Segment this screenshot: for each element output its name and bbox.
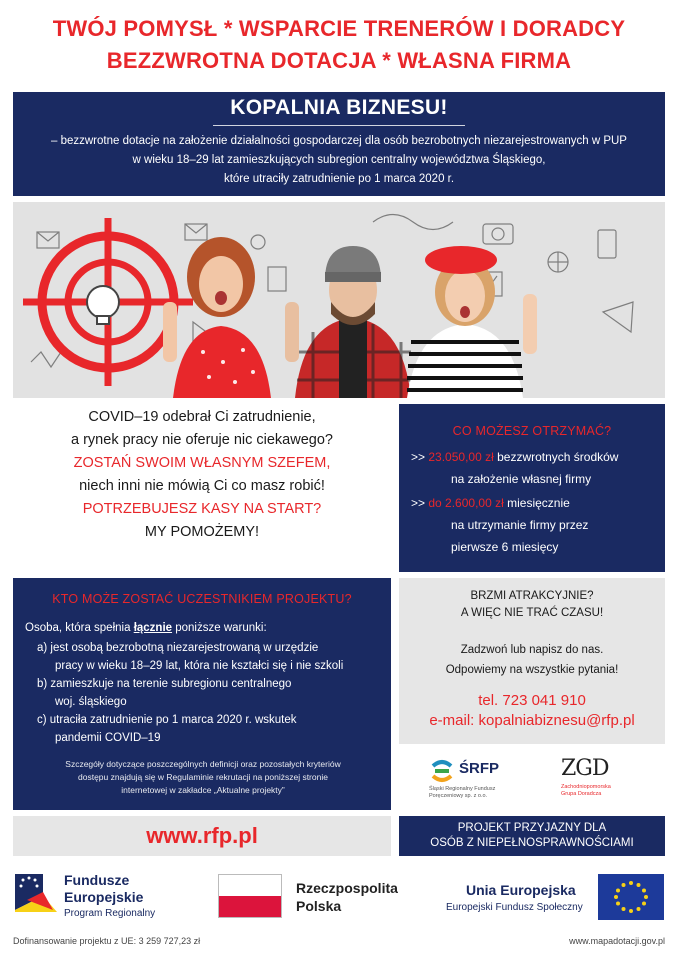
- contact-box: [399, 578, 665, 744]
- european-funds-logo-icon: [13, 870, 59, 916]
- covid-line-5: POTRZEBUJESZ KASY NA START?: [82, 501, 322, 517]
- tablet-doodle-icon: [268, 267, 286, 291]
- person-man-beanie: [285, 246, 411, 398]
- offer-title: CO MOŻESZ OTRZYMAĆ?: [452, 424, 612, 438]
- offer-item-2-line-2: na utrzymanie firmy przez: [451, 518, 589, 532]
- accessibility-line-2: OSÓB Z NIEPEŁNOSPRAWNOŚCIAMI: [430, 837, 634, 849]
- intro-text: [21, 132, 657, 189]
- offer-item-1: [411, 450, 618, 464]
- eu-ue-line-2: Europejski Fundusz Społeczny: [446, 902, 583, 913]
- offer-box: [399, 404, 665, 572]
- gear-doodle-icon: [251, 235, 265, 249]
- website-bar: [13, 816, 391, 856]
- offer-item-2-line-3: pierwsze 6 miesięcy: [451, 540, 559, 554]
- srfp-logo-icon: [429, 758, 455, 784]
- bullet-marker: >>: [411, 496, 426, 510]
- megaphone-doodle-icon: [603, 302, 633, 332]
- accessibility-line-1: PROJEKT PRZYJAZNY DLA: [457, 822, 607, 834]
- eu-fe-line-3: Program Regionalny: [64, 908, 156, 919]
- condition-a-line-2: pracy w wieku 18–29 lat, która nie kształci się i nie szkoli: [55, 660, 344, 672]
- covid-line-3: ZOSTAŃ SWOIM WŁASNYM SZEFEM,: [73, 455, 331, 471]
- eu-ue-line-1: Unia Europejska: [466, 882, 576, 898]
- person-woman-red-top: [163, 237, 271, 398]
- eu-fe-line-2: Europejskie: [64, 889, 144, 905]
- contact-text-2: Odpowiemy na wszystkie pytania!: [445, 664, 619, 676]
- srfp-logo-sub-2: Poręczeniowy sp. z o.o.: [429, 793, 488, 799]
- eligibility-intro-before: Osoba, która spełnia: [25, 622, 131, 634]
- offer-item-2: [411, 496, 570, 510]
- zgd-logo-name: ZGD: [561, 756, 609, 781]
- offer-item-1-rest: bezzwrotnych środków: [497, 450, 619, 464]
- intro-title: KOPALNIA BIZNESU!: [230, 96, 448, 119]
- headline-line-1: TWÓJ POMYSŁ * WSPARCIE TRENERÓW I DORADCY: [52, 16, 626, 41]
- offer-item-1-line-2: na założenie własnej firmy: [451, 472, 592, 486]
- intro-divider: [213, 125, 465, 126]
- website-link[interactable]: www.rfp.pl: [146, 823, 258, 848]
- eligibility-intro-bold: łącznie: [133, 622, 173, 634]
- condition-b-line-1: b) zamieszkuje na terenie subregionu centralnego: [37, 678, 292, 690]
- eu-rp-line-1: Rzeczpospolita: [296, 880, 398, 896]
- covid-line-6: MY POMOŻEMY!: [144, 524, 260, 540]
- accessibility-box: [399, 816, 665, 856]
- intro-line-1: – bezzwrotne dotacje na założenie działalności gospodarczej dla osób bezrobotnych niezarejestrowanych w PUP: [51, 135, 627, 147]
- note-line-2: dostępu znajdują się w Regulaminie rekrutacji na poniższej stronie: [78, 772, 328, 782]
- contact-email[interactable]: e-mail: kopalniabiznesu@rfp.pl: [429, 712, 635, 729]
- zgd-logo-sub-2: Grupa Doradcza: [561, 791, 602, 797]
- eu-funding-bar: [0, 862, 678, 932]
- eligibility-box: [13, 578, 391, 810]
- lightbulb-icon: [87, 286, 119, 318]
- zgd-logo: [561, 756, 641, 806]
- covid-line-1: COVID–19 odebrał Ci zatrudnienie,: [88, 409, 316, 425]
- contact-phone[interactable]: tel. 723 041 910: [478, 692, 586, 709]
- srfp-logo: [429, 756, 529, 806]
- note-line-3: internetowej w zakładce „Aktualne projekty”: [121, 785, 285, 795]
- offer-item-2-rest: miesięcznie: [507, 496, 570, 510]
- eu-fe-line-1: Fundusze: [64, 872, 130, 888]
- eligibility-title: KTO MOŻE ZOSTAĆ UCZESTNIKIEM PROJEKTU?: [52, 592, 352, 606]
- note-line-1: Szczegóły dotyczące poszczególnych definicji oraz pozostałych kryteriów: [65, 759, 341, 769]
- camera-doodle-icon: [483, 224, 513, 244]
- hero-illustration-svg: [13, 202, 665, 398]
- eligibility-intro: [25, 622, 267, 634]
- eligibility-note: [33, 758, 373, 797]
- covid-message: [13, 404, 391, 572]
- covid-line-4: niech inni nie mówią Ci co masz robić!: [79, 478, 325, 494]
- headline-line-2: BEZZWROTNA DOTACJA * WŁASNA FIRMA: [106, 48, 572, 73]
- eu-rp-line-2: Polska: [296, 898, 342, 914]
- footer-link[interactable]: www.mapadotacji.gov.pl: [569, 936, 665, 946]
- intro-line-2: w wieku 18–29 lat zamieszkujących subregion centralny województwa Śląskiego,: [132, 154, 546, 166]
- offer-item-2-amount: do 2.600,00 zł: [428, 496, 504, 510]
- srfp-logo-name: ŚRFP: [459, 760, 500, 777]
- phone-doodle-icon: [598, 230, 616, 258]
- cloud-doodle-icon: [373, 215, 453, 230]
- hero-illustration: [13, 202, 665, 398]
- offer-item-1-amount: 23.050,00 zł: [428, 450, 494, 464]
- contact-heading-1: BRZMI ATRAKCYJNIE?: [470, 590, 594, 602]
- covid-line-2: a rynek pracy nie oferuje nic ciekawego?: [71, 432, 333, 448]
- zgd-logo-sub-1: Zachodniopomorska: [561, 784, 611, 790]
- condition-c-line-1: c) utraciła zatrudnienie po 1 marca 2020 r. wskutek: [37, 714, 297, 726]
- contact-heading-2: A WIĘC NIE TRAĆ CZASU!: [460, 607, 604, 619]
- footer-funding: Dofinansowanie projektu z UE: 3 259 727,23 zł: [13, 936, 201, 946]
- srfp-logo-sub-1: Śląski Regionalny Fundusz: [429, 786, 496, 792]
- contact-text-1: Zadzwoń lub napisz do nas.: [460, 644, 604, 656]
- partner-logos: [399, 748, 665, 810]
- intro-line-3: które utraciły zatrudnienie po 1 marca 2020 r.: [223, 173, 455, 185]
- person-woman-beret: [407, 246, 537, 398]
- eu-flag-icon: [598, 874, 664, 920]
- eligibility-intro-after: poniższe warunki:: [175, 622, 267, 634]
- intro-box: [13, 92, 665, 196]
- condition-b-line-2: woj. śląskiego: [55, 696, 127, 708]
- polish-flag-icon: [218, 874, 282, 918]
- condition-c-line-2: pandemii COVID–19: [55, 732, 161, 744]
- condition-a-line-1: a) jest osobą bezrobotną niezarejestrowaną w urzędzie: [37, 642, 319, 654]
- bullet-marker: >>: [411, 450, 426, 464]
